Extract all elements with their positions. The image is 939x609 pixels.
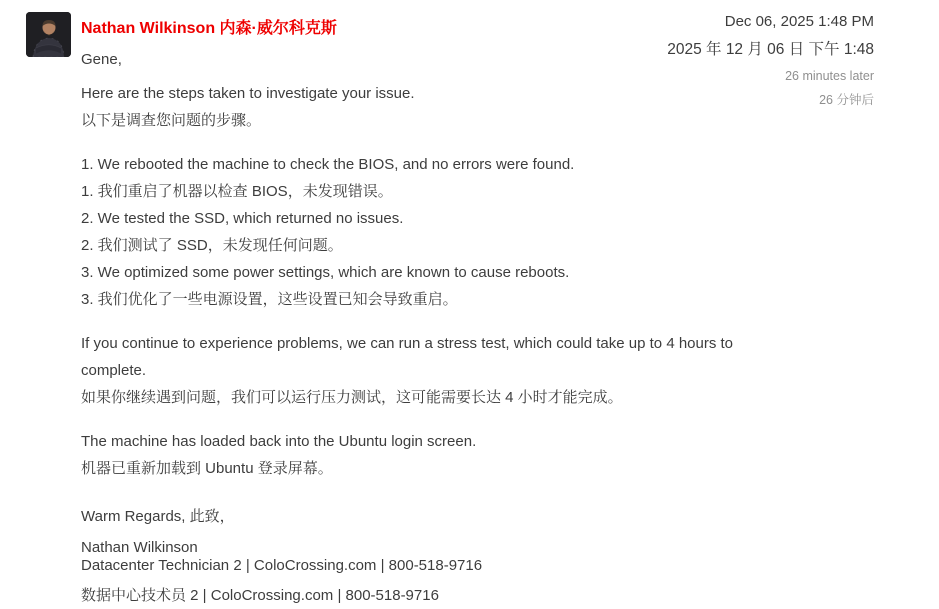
timestamp-datetime-zh: 2025 年 12 月 06 日 下午 1:48 <box>667 41 874 58</box>
step-2-en: 2. We tested the SSD, which returned no issues. <box>81 210 404 227</box>
message-body <box>81 46 801 609</box>
greeting: Gene, <box>81 51 122 68</box>
signature-title-zh: 数据中心技术员 2 | ColoCrossing.com | 800-518-9716 <box>81 587 439 604</box>
closing-paragraph <box>81 503 801 530</box>
signature-block <box>81 539 801 575</box>
status-line-en: The machine has loaded back into the Ubuntu login screen. <box>81 433 477 450</box>
avatar <box>26 12 71 57</box>
step-3-zh: 3. 我们优化了一些电源设置，这些设置已知会导致重启。 <box>81 291 458 308</box>
step-3-en: 3. We optimized some power settings, which are known to cause reboots. <box>81 264 570 281</box>
avatar-photo-icon <box>26 12 71 57</box>
status-paragraph <box>81 428 801 482</box>
signature-title-en: Datacenter Technician 2 | ColoCrossing.com | 800-518-9716 <box>81 557 483 574</box>
intro-line-en: Here are the steps taken to investigate your issue. <box>81 85 415 102</box>
stress-test-paragraph <box>81 330 801 411</box>
status-line-zh: 机器已重新加载到 Ubuntu 登录屏幕。 <box>81 460 333 477</box>
step-1-zh: 1. 我们重启了机器以检查 BIOS，未发现错误。 <box>81 183 393 200</box>
step-2-zh: 2. 我们测试了 SSD，未发现任何问题。 <box>81 237 343 254</box>
timestamp-datetime-en: Dec 06, 2025 1:48 PM <box>724 13 874 30</box>
intro-line-zh: 以下是调查您问题的步骤。 <box>81 112 262 129</box>
stress-line-zh: 如果你继续遇到问题，我们可以运行压力测试，这可能需要长达 4 小时才能完成。 <box>81 389 623 406</box>
author-name: Nathan Wilkinson 内森·威尔科克斯 <box>81 20 337 37</box>
steps-paragraph <box>81 151 801 313</box>
signature-name: Nathan Wilkinson <box>81 539 198 556</box>
stress-line-en: If you continue to experience problems, we can run a stress test, which could take up to 4 hours to complete. <box>81 335 734 379</box>
intro-paragraph <box>81 80 801 134</box>
timestamp-relative-en: 26 minutes later <box>785 69 874 83</box>
signature-block-zh <box>81 582 801 609</box>
step-1-en: 1. We rebooted the machine to check the BIOS, and no errors were found. <box>81 156 575 173</box>
timestamp-relative-zh: 26 分钟后 <box>819 93 874 107</box>
closing-line: Warm Regards, 此致， <box>81 508 235 525</box>
